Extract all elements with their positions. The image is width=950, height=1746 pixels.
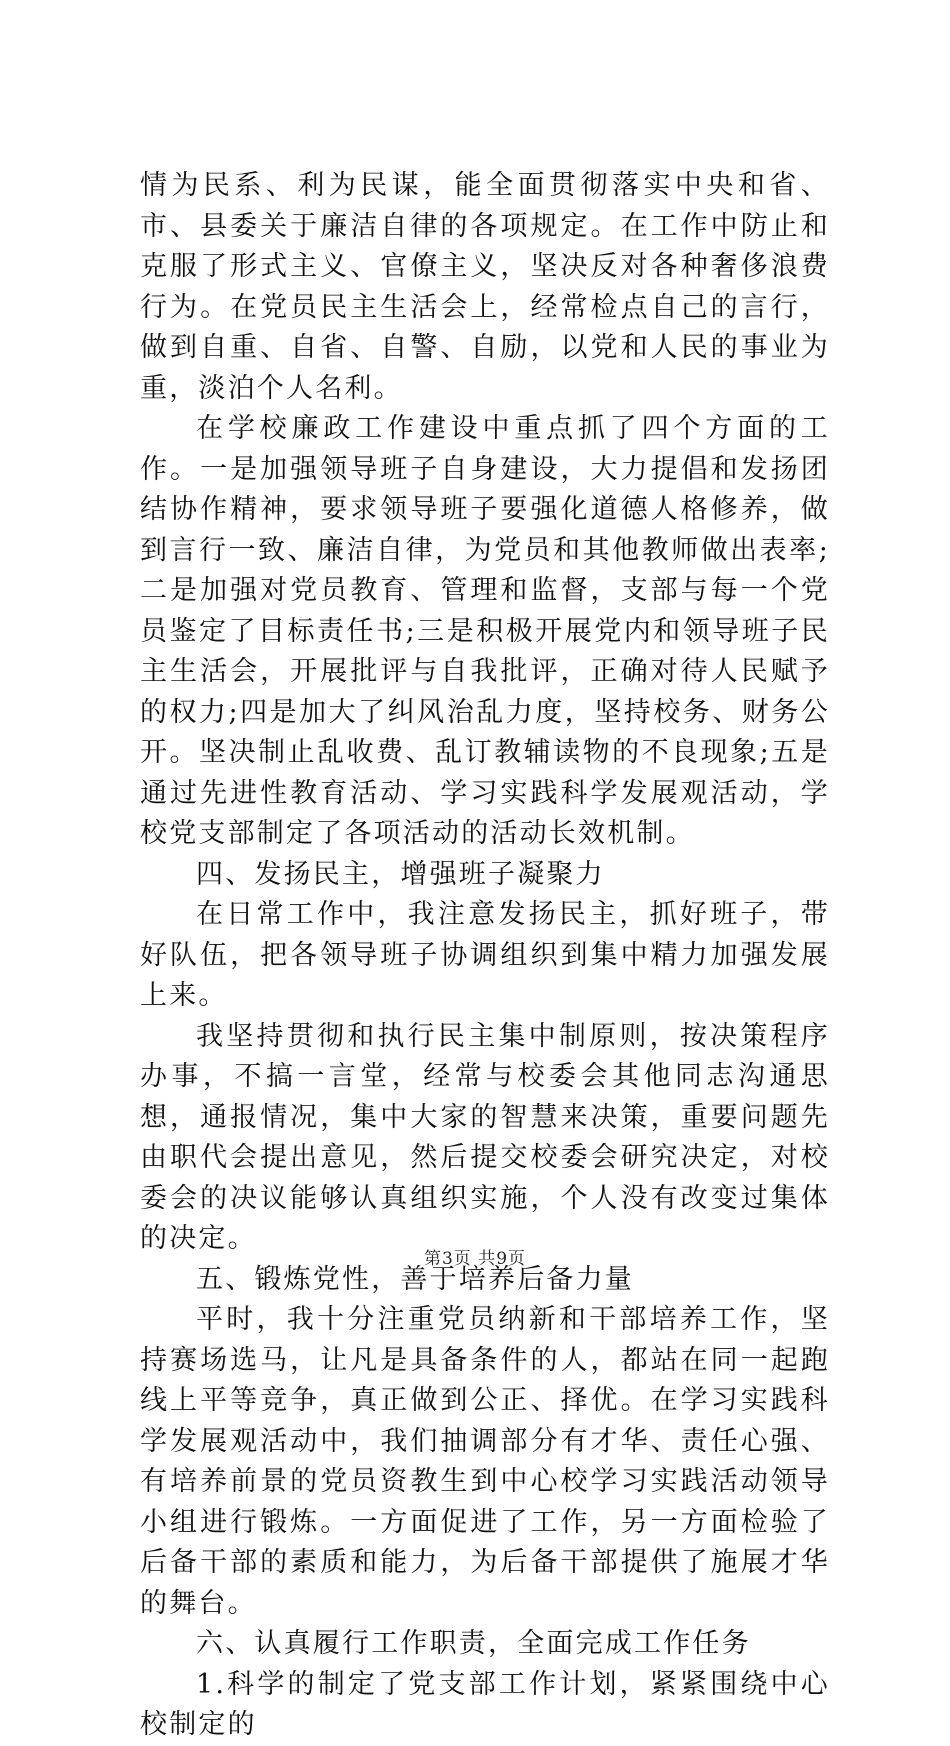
paragraph-4: 我坚持贯彻和执行民主集中制原则，按决策程序办事，不搞一言堂，经常与校委会其他同志沟通思想，通报情况，集中大家的智慧来决策，重要问题先由职代会提出意见，然后提交校委会研究决定，对校委会的决议能够认真组织实施，个人没有改变过集体的决定。 [140, 1020, 830, 1254]
paragraph-2: 在学校廉政工作建设中重点抓了四个方面的工作。一是加强领导班子自身建设，大力提倡和发扬团结协作精神，要求领导班子要强化道德人格修养，做到言行一致、廉洁自律，为党员和其他教师做出表率;二是加强对党员教育、管理和监督，支部与每一个党员鉴定了目标责任书;三是积极开展党内和领导班子民主生活会，开展批评与自我批评，正确对待人民赋予的权力;四是加大了纠风治乱力度，坚持校务、财务公开。坚决制止乱收费、乱订教辅读物的不良现象;五是通过先进性教育活动、学习实践科学发展观活动，学校党支部制定了各项活动的活动长效机制。 [140, 413, 830, 849]
document-body [140, 166, 830, 1746]
section-heading-4: 四、发扬民主，增强班子凝聚力 [196, 858, 605, 890]
paragraph-6: 1.科学的制定了党支部工作计划，紧紧围绕中心校制定的 [140, 1668, 830, 1740]
section-heading-5: 五、锻炼党性，善于培养后备力量 [196, 1263, 634, 1295]
page-footer: 第3页 共9页 [423, 1249, 527, 1269]
section-heading-6: 六、认真履行工作职责，全面完成工作任务 [196, 1628, 751, 1659]
paragraph-5: 平时，我十分注重党员纳新和干部培养工作，坚持赛场选马，让凡是具备条件的人，都站在同一起跑线上平等竞争，真正做到公正、择优。在学习实践科学发展观活动中，我们抽调部分有才华、责任心强、有培养前景的党员资教生到中心校学习实践活动领导小组进行锻炼。一方面促进了工作，另一方面检验了后备干部的素质和能力，为后备干部提供了施展才华的舞台。 [140, 1304, 830, 1619]
paragraph-3: 在日常工作中，我注意发扬民主，抓好班子，带好队伍，把各领导班子协调组织到集中精力加强发展上来。 [140, 899, 830, 1011]
paragraph-1: 情为民系、利为民谋，能全面贯彻落实中央和省、市、县委关于廉洁自律的各项规定。在工作中防止和克服了形式主义、官僚主义，坚决反对各种奢侈浪费行为。在党员民主生活会上，经常检点自己的言行，做到自重、自省、自警、自励，以党和人民的事业为重，淡泊个人名利。 [140, 170, 830, 404]
